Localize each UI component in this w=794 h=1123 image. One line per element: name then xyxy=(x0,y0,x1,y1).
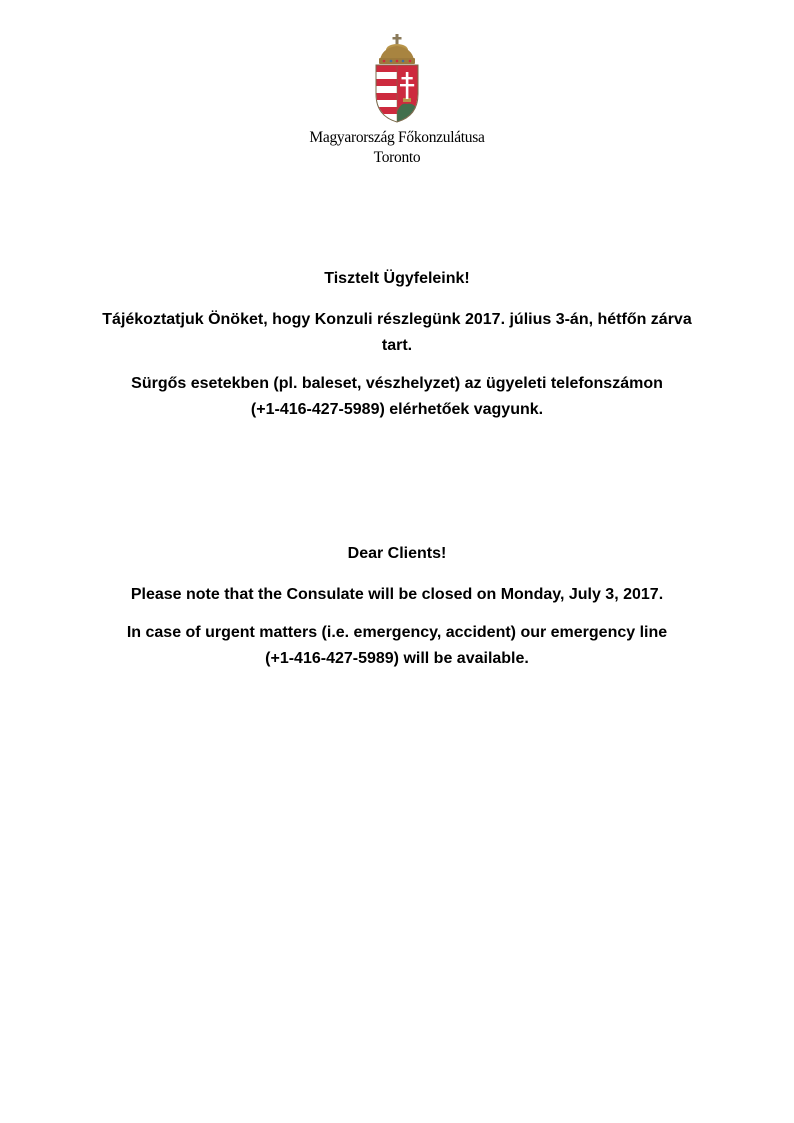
hungarian-emergency-line xyxy=(100,371,694,423)
hungarian-closure-text-1: Tájékoztatjuk Önöket, hogy Konzuli részlegünk 2017. július 3-án, hétfőn zárva xyxy=(102,311,692,328)
organization-city: Toronto xyxy=(373,149,421,166)
organization-name: Magyarország Főkonzulátusa xyxy=(309,129,485,146)
hungarian-closure-text-2: tart. xyxy=(381,337,413,354)
letterhead xyxy=(0,34,794,168)
hungarian-coat-of-arms-icon xyxy=(374,34,420,124)
english-closure-line: Please note that the Consulate will be closed on Monday, July 3, 2017. xyxy=(130,586,664,603)
hungarian-emergency-text-2: (+1-416-427-5989) elérhetőek vagyunk. xyxy=(250,401,544,418)
hungarian-closure-line xyxy=(100,307,694,359)
english-notice xyxy=(100,541,694,672)
hungarian-notice xyxy=(100,266,694,423)
english-greeting: Dear Clients! xyxy=(347,545,447,562)
hungarian-emergency-text-1: Sürgős esetekben (pl. baleset, vészhelyzet) az ügyeleti telefonszámon xyxy=(131,375,663,392)
english-emergency-line xyxy=(100,620,694,672)
english-emergency-text-2: (+1-416-427-5989) will be available. xyxy=(265,650,529,667)
english-emergency-text-1: In case of urgent matters (i.e. emergency, accident) our emergency line xyxy=(126,624,668,641)
hungarian-greeting: Tisztelt Ügyfeleink! xyxy=(324,270,470,287)
